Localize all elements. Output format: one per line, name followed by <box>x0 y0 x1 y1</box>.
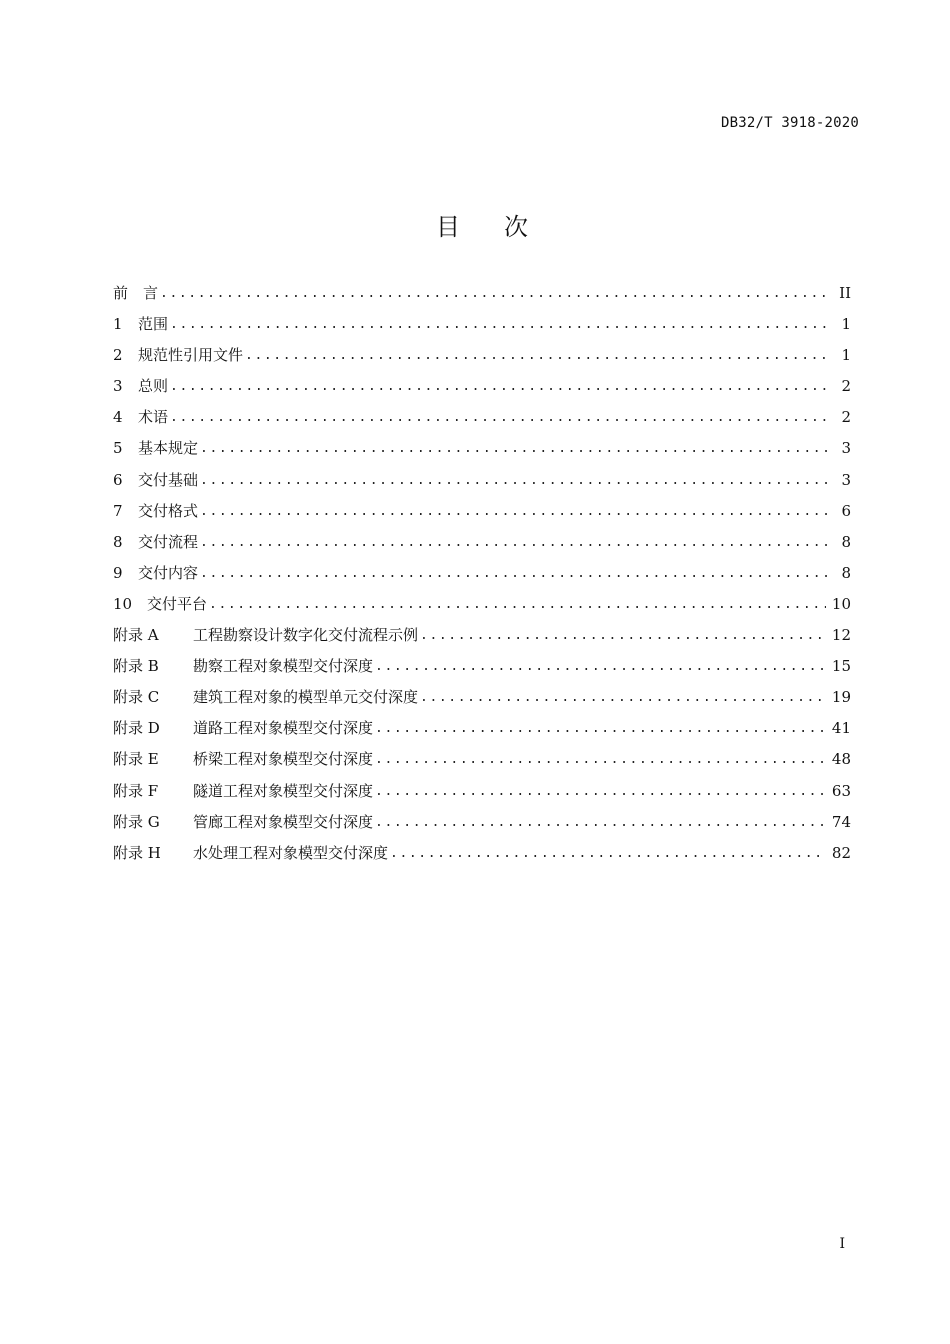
toc-entry-number: 2 <box>113 346 123 365</box>
standard-code: DB32/T 3918-2020 <box>720 115 859 131</box>
toc-entry-label: 基本规定 <box>138 439 199 458</box>
toc-entry-page: 3 <box>841 470 851 489</box>
toc-entry-page: 41 <box>831 719 851 738</box>
toc-entry-label: 范围 <box>138 315 169 334</box>
toc-entry-page: 3 <box>841 439 851 458</box>
toc-dot-leader <box>245 348 829 363</box>
toc-entry-page: 48 <box>831 750 851 769</box>
toc-entry-page: 1 <box>841 346 851 365</box>
toc-entry-number: 10 <box>113 594 133 613</box>
toc-entry-appendix[interactable] <box>113 780 851 811</box>
toc-entry[interactable] <box>113 406 851 437</box>
table-of-contents <box>113 282 851 873</box>
toc-entry[interactable] <box>113 593 851 624</box>
toc-entry-number: 8 <box>113 532 123 551</box>
toc-entry[interactable] <box>113 437 851 468</box>
toc-entry-number: 3 <box>113 377 123 396</box>
toc-entry-label: 管廊工程对象模型交付深度 <box>193 812 374 831</box>
toc-entry-label: 建筑工程对象的模型单元交付深度 <box>193 688 419 707</box>
toc-entry-page: 6 <box>841 501 851 520</box>
toc-dot-leader <box>390 846 826 861</box>
toc-entry-appendix[interactable] <box>113 842 851 873</box>
toc-entry-label: 术语 <box>138 408 169 427</box>
toc-entry-page: 2 <box>841 377 851 396</box>
toc-entry-appendix[interactable] <box>113 748 851 779</box>
toc-dot-leader <box>200 535 829 550</box>
toc-dot-leader <box>375 784 826 799</box>
toc-entry-page: 15 <box>831 657 851 676</box>
toc-entry-label: 道路工程对象模型交付深度 <box>193 719 374 738</box>
toc-entry-page: 19 <box>831 688 851 707</box>
toc-entry[interactable] <box>113 500 851 531</box>
toc-entry-appendix[interactable] <box>113 811 851 842</box>
toc-entry-appendix[interactable] <box>113 686 851 717</box>
toc-dot-leader <box>170 379 829 394</box>
toc-entry-appendix[interactable] <box>113 717 851 748</box>
toc-entry-label: 交付基础 <box>138 470 199 489</box>
toc-entry-label: 交付格式 <box>138 501 199 520</box>
toc-entry-page: 8 <box>841 532 851 551</box>
toc-entry[interactable] <box>113 531 851 562</box>
toc-entry-label: 交付平台 <box>147 594 208 613</box>
toc-dot-leader <box>375 721 826 736</box>
toc-entry-label: 桥梁工程对象模型交付深度 <box>193 750 374 769</box>
toc-entry-number: 附录 H <box>113 843 161 862</box>
toc-entry-number: 附录 F <box>113 781 159 800</box>
page-number: I <box>839 1236 845 1252</box>
toc-entry-label: 隧道工程对象模型交付深度 <box>193 781 374 800</box>
toc-entry-page: 63 <box>831 781 851 800</box>
toc-entry-appendix[interactable] <box>113 624 851 655</box>
toc-entry-number: 5 <box>113 439 123 458</box>
toc-entry[interactable] <box>113 344 851 375</box>
toc-entry-number: 附录 G <box>113 812 160 831</box>
toc-entry[interactable] <box>113 562 851 593</box>
toc-entry-number: 附录 A <box>113 626 159 645</box>
toc-entry-page: 2 <box>841 408 851 427</box>
toc-entry[interactable] <box>113 375 851 406</box>
toc-entry-page: 8 <box>841 563 851 582</box>
toc-dot-leader <box>200 504 829 519</box>
toc-entry-label: 勘察工程对象模型交付深度 <box>193 657 374 676</box>
toc-dot-leader <box>209 597 826 612</box>
toc-entry-label: 水处理工程对象模型交付深度 <box>193 843 389 862</box>
toc-entry-number: 附录 B <box>113 657 159 676</box>
toc-dot-leader <box>420 628 826 643</box>
toc-entry-label: 交付内容 <box>138 563 199 582</box>
toc-dot-leader <box>200 566 829 581</box>
toc-entry-label: 交付流程 <box>138 532 199 551</box>
toc-entry-number: 7 <box>113 501 123 520</box>
page-title-char-1: 目 <box>436 213 460 241</box>
toc-entry-label: 总则 <box>138 377 169 396</box>
toc-entry-number: 1 <box>113 315 123 334</box>
toc-dot-leader <box>375 815 826 830</box>
toc-entry-page: II <box>839 284 851 302</box>
toc-entry-page: 10 <box>831 594 851 613</box>
toc-entry[interactable] <box>113 469 851 500</box>
toc-entry-page: 74 <box>831 812 851 831</box>
toc-entry[interactable] <box>113 313 851 344</box>
page-title-char-2: 次 <box>504 213 528 241</box>
toc-dot-leader <box>375 752 826 767</box>
toc-entry-number: 附录 E <box>113 750 159 769</box>
toc-entry-number: 附录 D <box>113 719 160 738</box>
toc-dot-leader <box>160 286 829 301</box>
toc-dot-leader <box>375 659 826 674</box>
toc-entry-page: 82 <box>831 843 851 862</box>
toc-entry-preface[interactable] <box>113 282 851 313</box>
toc-entry-label: 规范性引用文件 <box>138 346 244 365</box>
toc-entry-number: 6 <box>113 470 123 489</box>
toc-entry-page: 12 <box>831 626 851 645</box>
toc-entry-label: 工程勘察设计数字化交付流程示例 <box>193 626 419 645</box>
toc-dot-leader <box>170 317 829 332</box>
toc-entry-page: 1 <box>841 315 851 334</box>
toc-dot-leader <box>170 410 829 425</box>
toc-entry-number: 4 <box>113 408 123 427</box>
toc-dot-leader <box>420 690 826 705</box>
toc-dot-leader <box>200 441 829 456</box>
toc-entry-appendix[interactable] <box>113 655 851 686</box>
toc-dot-leader <box>200 473 829 488</box>
page-title <box>0 207 950 242</box>
toc-entry-number: 附录 C <box>113 688 160 707</box>
toc-entry-label: 前 言 <box>113 284 159 302</box>
toc-entry-number: 9 <box>113 563 123 582</box>
